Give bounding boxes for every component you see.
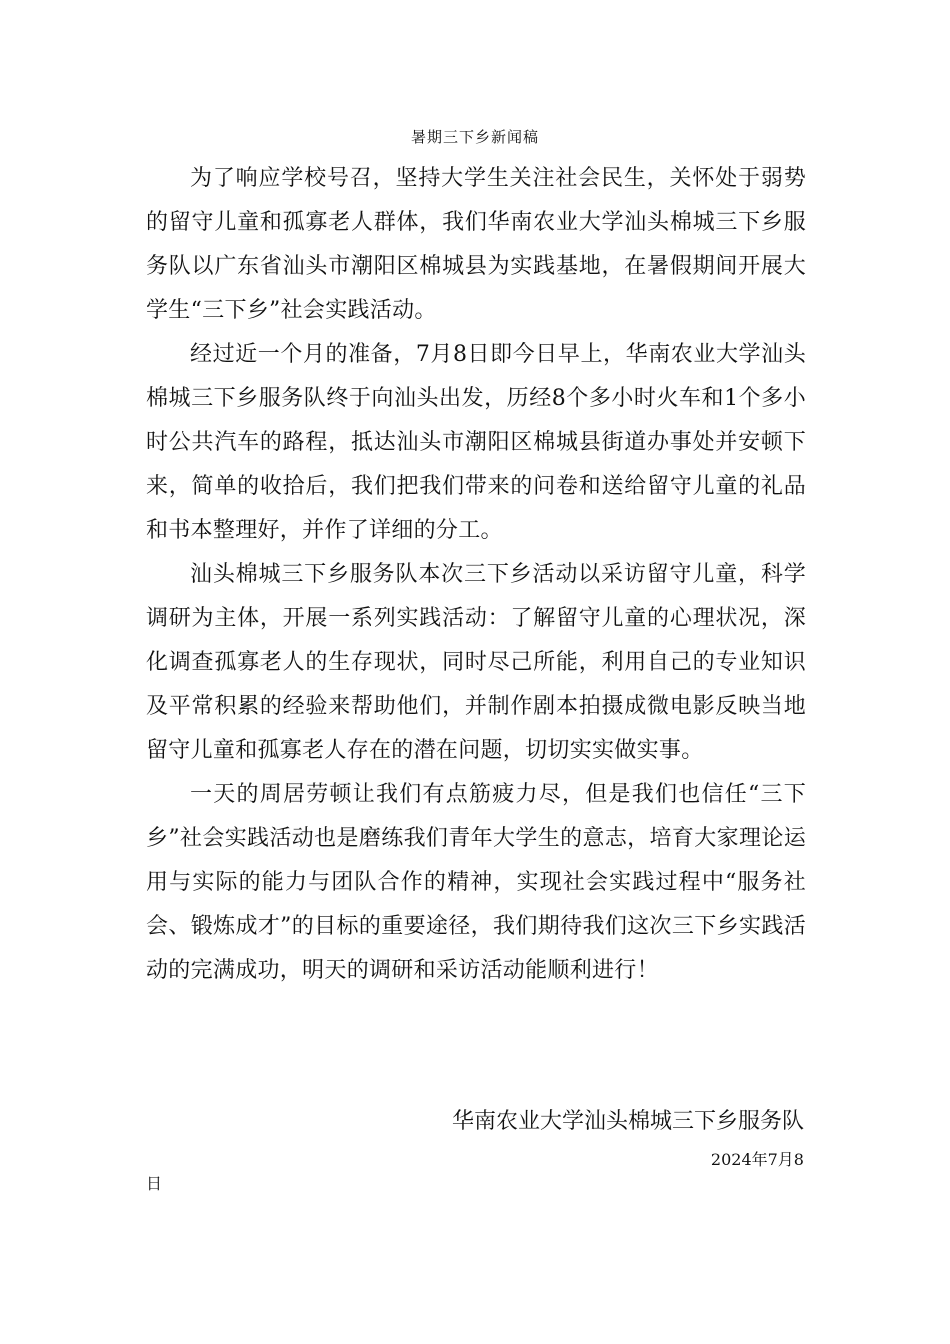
paragraph-4: 一天的周居劳顿让我们有点筋疲力尽，但是我们也信任“三下乡”社会实践活动也是磨练我们青年大学生的意志，培育大家理论运用与实际的能力与团队合作的精神，实现社会实践过程中“服务社会、锻炼成才”的目标的重要途径，我们期待我们这次三下乡实践活动的完满成功，明天的调研和采访活动能顺利进行！ (146, 782, 806, 983)
paragraph-1: 为了响应学校号召，坚持大学生关注社会民生，关怀处于弱势的留守儿童和孤寡老人群体，我们华南农业大学汕头棉城三下乡服务队以广东省汕头市潮阳区棉城县为实践基地，在暑假期间开展大学生“三下乡”社会实践活动。 (146, 166, 806, 323)
document-title: 暑期三下乡新闻稿 (410, 128, 539, 146)
paragraph-2: 经过近一个月的准备，7月8日即今日早上，华南农业大学汕头棉城三下乡服务队终于向汕头出发，历经8个多小时火车和1个多小时公共汽车的路程，抵达汕头市潮阳区棉城县街道办事处并安顿下来，简单的收拾后，我们把我们带来的问卷和送给留守儿童的礼品和书本整理好，并作了详细的分工。 (146, 342, 806, 543)
date: 2024年7月8 (710, 1150, 804, 1169)
paragraph-3: 汕头棉城三下乡服务队本次三下乡活动以采访留守儿童，科学调研为主体，开展一系列实践活动：了解留守儿童的心理状况，深化调查孤寡老人的生存现状，同时尽己所能，利用自己的专业知识及平常积累的经验来帮助他们，并制作剧本拍摄成微电影反映当地留守儿童和孤寡老人存在的潜在问题，切切实实做实事。 (146, 562, 806, 763)
signature: 华南农业大学汕头棉城三下乡服务队 (451, 1109, 804, 1134)
date-tail: 日 (146, 1174, 163, 1193)
document-body (146, 157, 806, 993)
